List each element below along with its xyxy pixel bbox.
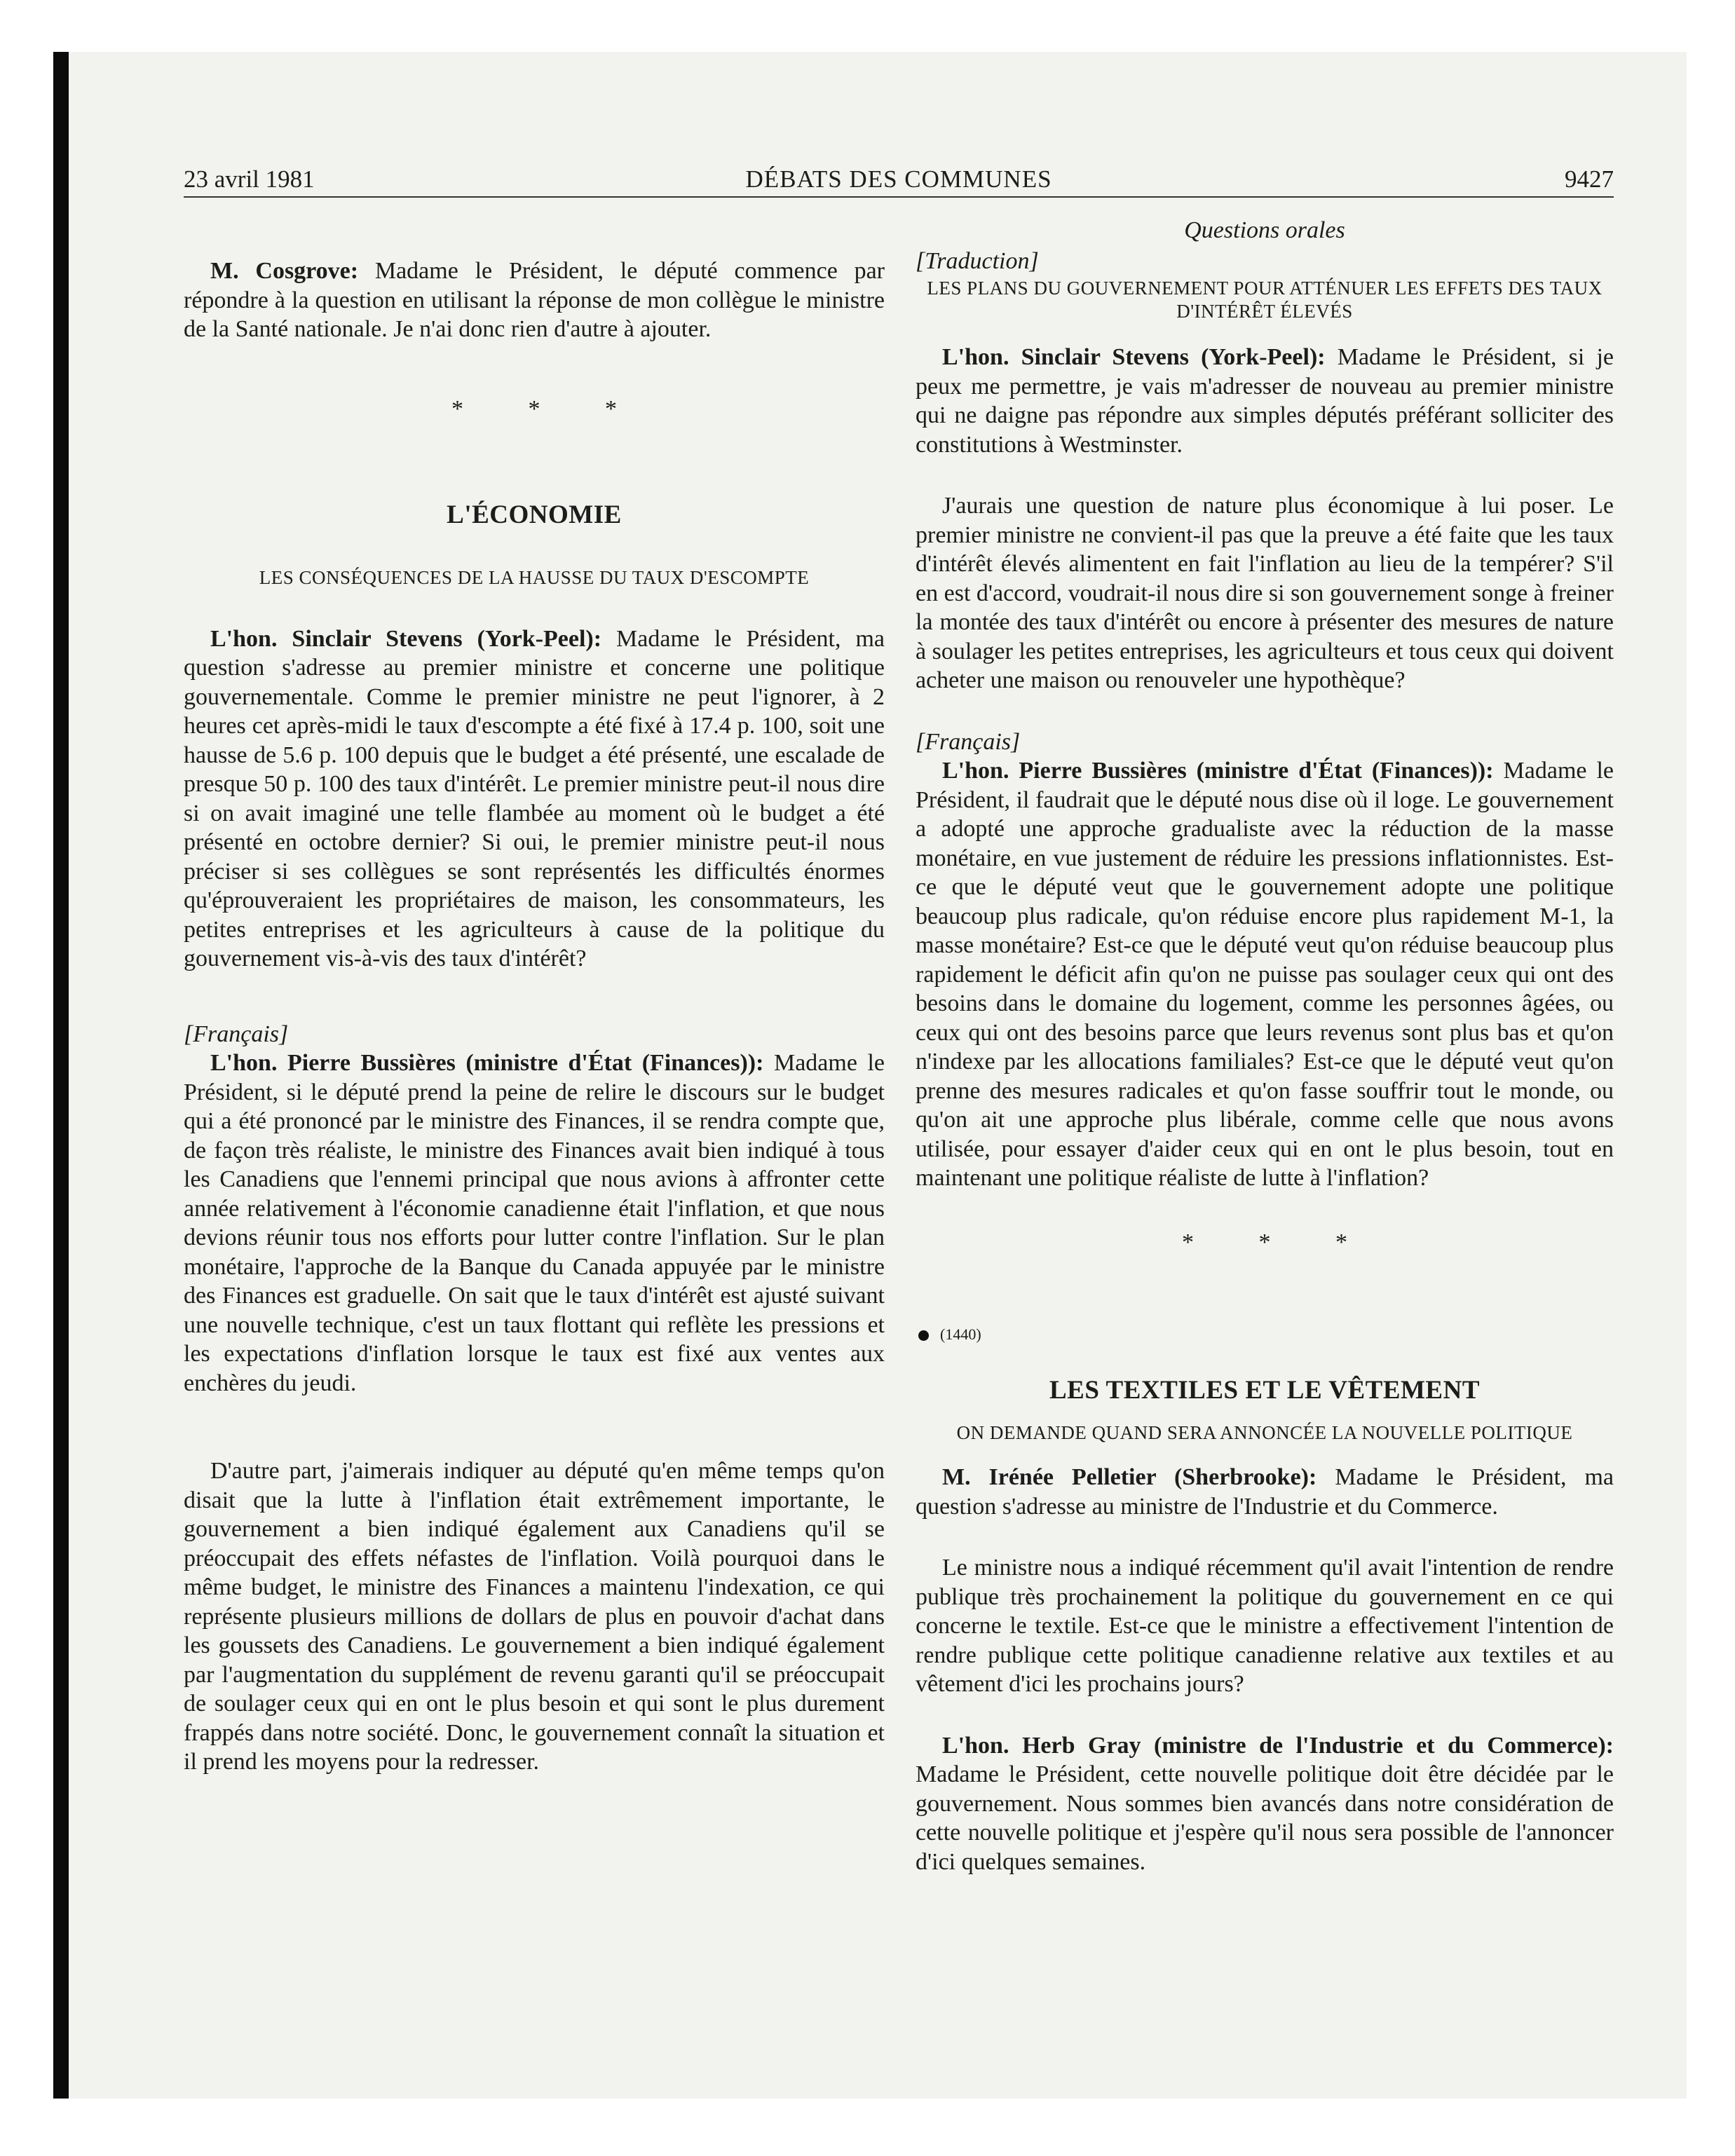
speech-text: Madame le Président, si je peux me permettre, je vais m'adresser de nouveau au premier ministre qui ne daigne pas répondre aux simples députés préférant solliciter des constitutions à Westminster.	[916, 344, 1614, 458]
speech-text: Madame le Président, il faudrait que le député nous dise où il loge. Le gouvernement a adopté une approche gradualiste avec la réduction de la masse monétaire, en vue justement de réduire les pressions inflationnistes. Est-ce que le député veut que le gouvernement adopte une politique beaucoup plus radicale, qu'on réduise encore plus rapidement M-1, la masse monétaire? Est-ce que le député veut qu'on réduise beaucoup plus rapidement le déficit afin qu'on ne puisse pas soulager ceux qui ont des besoins dans le domaine du logement, comme les personnes âgées, ou ceux qui ont des besoins parce que leurs revenus sont plus bas et qu'on n'indexe par les allocations familiales? Est-ce que le député veut qu'on prenne des mesures radicales et qu'on fasse souffrir tout le monde, ou qu'on ait une approche plus libérale, comme celle que nous avons utilisée, pour essayer d'aider ceux qui en ont le plus besoin, tout en maintenant une politique réaliste de lutte à l'inflation?	[916, 758, 1614, 1191]
bussieres-speech	[184, 1049, 885, 1398]
speaker-name: M. Irénée Pelletier (Sherbrooke):	[942, 1464, 1317, 1490]
paragraph: J'aurais une question de nature plus économique à lui poser. Le premier ministre ne convient-il pas que la preuve a été faite que les taux d'intérêt élevés alimentent en fait l'inflation au lieu de la tempérer? S'il en est d'accord, voudrait-il nous dire si son gouvernement songe à freiner la montée des taux d'intérêt ou encore à présenter des mesures de nature à soulager les petites entreprises, les agriculteurs et tous ceux qui doivent acheter une maison ou renouveler une hypothèque?	[916, 493, 1614, 693]
speaker-name: L'hon. Pierre Bussières (ministre d'État (Finances)):	[210, 1050, 764, 1076]
time-marker	[916, 1320, 1614, 1349]
speech-text: Madame le Président, ma question s'adresse au ministre de l'Industrie et du Commerce.	[916, 1464, 1614, 1520]
section-title: LES TEXTILES ET LE VÊTEMENT	[1049, 1375, 1480, 1405]
section-subtitle: LES PLANS DU GOUVERNEMENT POUR ATTÉNUER LES EFFETS DES TAUX D'INTÉRÊT ÉLEVÉS	[927, 278, 1603, 322]
speaker-name: L'hon. Sinclair Stevens (York-Peel):	[210, 625, 602, 652]
bullet-dot-icon	[918, 1330, 929, 1341]
section-subtitle: LES CONSÉQUENCES DE LA HAUSSE DU TAUX D'ESCOMPTE	[259, 566, 810, 588]
section-title: L'ÉCONOMIE	[447, 500, 622, 529]
gray-speech	[916, 1731, 1614, 1877]
stevens-speech	[184, 625, 885, 974]
paragraph: Le ministre nous a indiqué récemment qu'il avait l'intention de rendre publique très prochainement la politique du gouvernement en ce qui concerne le textile. Est-ce que le ministre a effectivement l'intention de rendre publique cette politique canadienne relative aux textiles et au vêtement d'ici les prochains jours?	[916, 1555, 1614, 1697]
section-separator: * * *	[451, 395, 646, 422]
page-header	[184, 163, 1614, 198]
header-page-number: 9427	[1565, 165, 1614, 193]
language-note: [Traduction]	[916, 247, 1039, 274]
section-subtitle: ON DEMANDE QUAND SERA ANNONCÉE LA NOUVELLE POLITIQUE	[956, 1422, 1573, 1443]
speech-text: Madame le Président, si le député prend la peine de relire le discours sur le budget qui a été prononcé par le ministre des Finances, il se rendra compte que, de façon très réaliste, le ministre des Finances avait bien indiqué à tous les Canadiens que l'ennemi principal que nous avions à affronter cette année relativement à l'économie canadienne était l'inflation, et que nous devions réunir tous nos efforts pour lutter contre l'inflation. Sur le plan monétaire, l'approche de la Banque du Canada appuyée par le ministre des Finances est graduelle. On sait que le taux d'intérêt est ajusté suivant une nouvelle technique, c'est un taux flottant qui reflète les pressions et les expectations d'inflation lorsque le taux est fixé aux ventes aux enchères du jeudi.	[184, 1050, 885, 1396]
time-marker-text: (1440)	[940, 1325, 981, 1343]
page-binding-edge	[53, 52, 69, 2099]
cosgrove-speech	[184, 257, 885, 344]
left-column	[184, 210, 885, 1777]
section-separator: * * *	[1182, 1229, 1377, 1255]
header-title: DÉBATS DES COMMUNES	[745, 165, 1052, 193]
paragraph: D'autre part, j'aimerais indiquer au député qu'en même temps qu'on disait que la lutte à l'inflation était extrêmement importante, le gouvernement a bien indiqué également aux Canadiens qu'il se préoccupait des effets néfastes de l'inflation. Voilà pourquoi dans le même budget, le ministre des Finances a maintenu l'indexation, ce qui représente plusieurs millions de dollars de plus en pouvoir d'achat dans les goussets des Canadiens. Le gouvernement a bien indiqué également par l'augmentation du supplément de revenu garanti qu'il se préoccupait de soulager ceux qui en ont le plus besoin et qui sont le plus durement frappés dans notre société. Donc, le gouvernement connaît la situation et il prend les moyens pour la redresser.	[184, 1458, 885, 1775]
language-note: [Français]	[916, 728, 1021, 755]
stevens-speech	[916, 343, 1614, 459]
speaker-name: L'hon. Herb Gray (ministre de l'Industrie et du Commerce):	[942, 1732, 1614, 1759]
speech-text: Madame le Président, le député commence par répondre à la question en utilisant la réponse de mon collègue le ministre de la Santé nationale. Je n'ai donc rien d'autre à ajouter.	[184, 258, 885, 342]
speech-text: Madame le Président, ma question s'adresse au premier ministre et concerne une politique gouvernementale. Comme le premier ministre ne peut l'ignorer, à 2 heures cet après-midi le taux d'escompte a été fixé à 17.4 p. 100, soit une hausse de 5.6 p. 100 depuis que le budget a été présenté, une escalade de presque 50 p. 100 des taux d'intérêt. Le premier ministre peut-il nous dire si on avait imaginé une telle flambée au moment où le budget a été présenté en octobre dernier? Si oui, le premier ministre peut-il nous préciser si ses collègues se sont représentés les difficultés énormes qu'éprouveraient les propriétaires de maison, les consommateurs, les petites entreprises et les agriculteurs à cause de la politique du gouvernement vis-à-vis des taux d'intérêt?	[184, 625, 885, 971]
speaker-name: L'hon. Sinclair Stevens (York-Peel):	[942, 344, 1326, 370]
speaker-name: M. Cosgrove:	[210, 258, 359, 284]
bussieres-speech	[916, 756, 1614, 1193]
running-head: Questions orales	[1184, 217, 1345, 243]
language-note: [Français]	[184, 1021, 289, 1047]
speaker-name: L'hon. Pierre Bussières (ministre d'État (Finances)):	[942, 758, 1494, 784]
right-column	[916, 210, 1614, 1876]
pelletier-speech	[916, 1463, 1614, 1521]
header-date: 23 avril 1981	[184, 165, 315, 193]
speech-text: Madame le Président, cette nouvelle politique doit être décidée par le gouvernement. Nous sommes bien avancés dans notre considération de cette nouvelle politique et j'espère qu'il nous sera possible de l'annoncer d'ici quelques semaines.	[916, 1761, 1614, 1875]
